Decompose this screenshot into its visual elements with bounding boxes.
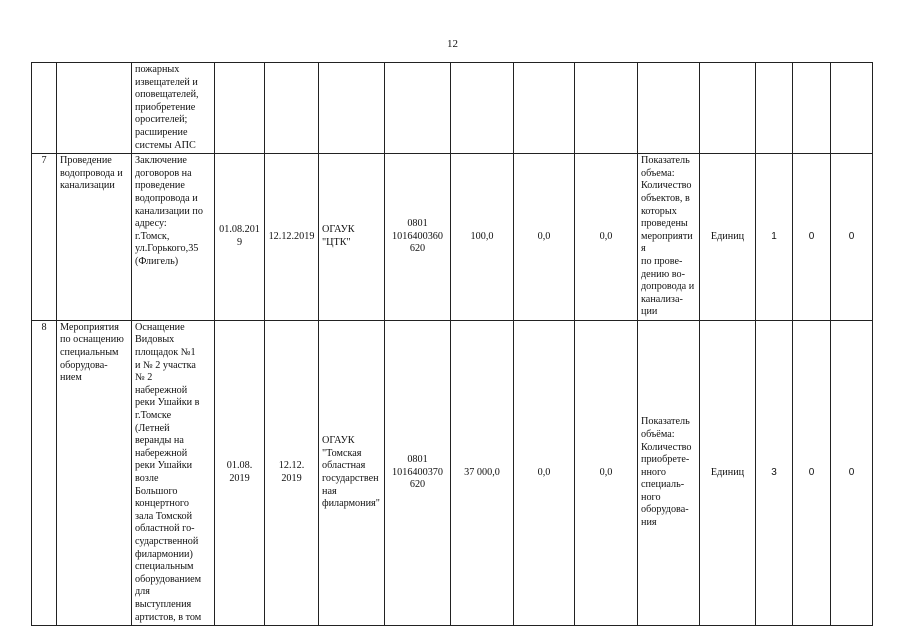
budget-code: 0801 1016400360 620: [385, 154, 451, 321]
activity-name: Проведение водопровода и канализации: [57, 154, 132, 321]
amount-2: 0,0: [514, 320, 575, 625]
end-date: [265, 63, 319, 154]
quantity-3: 0: [831, 154, 873, 321]
unit: Единиц: [700, 154, 756, 321]
quantity-3: 0: [831, 320, 873, 625]
budget-code: [385, 63, 451, 154]
activity-description: Заключение договоров на проведение водопровода и канализации по адресу: г.Томск, ул.Горького,35 (Флигель): [132, 154, 215, 321]
unit: Единиц: [700, 320, 756, 625]
amount-1: 37 000,0: [451, 320, 514, 625]
row-number: [32, 63, 57, 154]
amount-1: [451, 63, 514, 154]
start-date: 01.08. 2019: [215, 320, 265, 625]
quantity-2: [793, 63, 831, 154]
program-table: [31, 62, 873, 626]
amount-2: 0,0: [514, 154, 575, 321]
unit: [700, 63, 756, 154]
indicator: Показатель объема: Количество объектов, в которых проведены мероприятия по прове- дению во- допровода и канализа- ции: [638, 154, 700, 321]
executor: [319, 63, 385, 154]
activity-description: Оснащение Видовых площадок №1 и № 2 участка № 2 набережной реки Ушайки в г.Томске (Летней веранды на набережной реки Ушайки возле Большого концертного зала Томской областной го- сударственной филармонии) специальным оборудованием для выступления артистов, в том: [132, 320, 215, 625]
page-number: 12: [447, 38, 458, 50]
indicator: Показатель объёма: Количество приобрете- нного специаль- ного оборудова- ния: [638, 320, 700, 625]
amount-3: [575, 63, 638, 154]
row-number: 8: [32, 320, 57, 625]
end-date: 12.12. 2019: [265, 320, 319, 625]
activity-description: пожарных извещателей и оповещателей, приобретение оросителей; расширение системы АПС: [132, 63, 215, 154]
amount-3: 0,0: [575, 320, 638, 625]
amount-3: 0,0: [575, 154, 638, 321]
activity-name: Мероприятия по оснащению специальным оборудова-нием: [57, 320, 132, 625]
table-row: [32, 320, 873, 625]
amount-2: [514, 63, 575, 154]
quantity-1: 3: [756, 320, 793, 625]
row-number: 7: [32, 154, 57, 321]
executor: ОГАУК "ЦТК": [319, 154, 385, 321]
end-date: 12.12.2019: [265, 154, 319, 321]
quantity-2: 0: [793, 320, 831, 625]
start-date: [215, 63, 265, 154]
budget-code: 0801 1016400370 620: [385, 320, 451, 625]
executor: ОГАУК "Томская областная государственная филармония": [319, 320, 385, 625]
indicator: [638, 63, 700, 154]
quantity-2: 0: [793, 154, 831, 321]
quantity-1: 1: [756, 154, 793, 321]
table-row: [32, 154, 873, 321]
quantity-3: [831, 63, 873, 154]
activity-name: [57, 63, 132, 154]
start-date: 01.08.2019: [215, 154, 265, 321]
amount-1: 100,0: [451, 154, 514, 321]
quantity-1: [756, 63, 793, 154]
table-row: [32, 63, 873, 154]
